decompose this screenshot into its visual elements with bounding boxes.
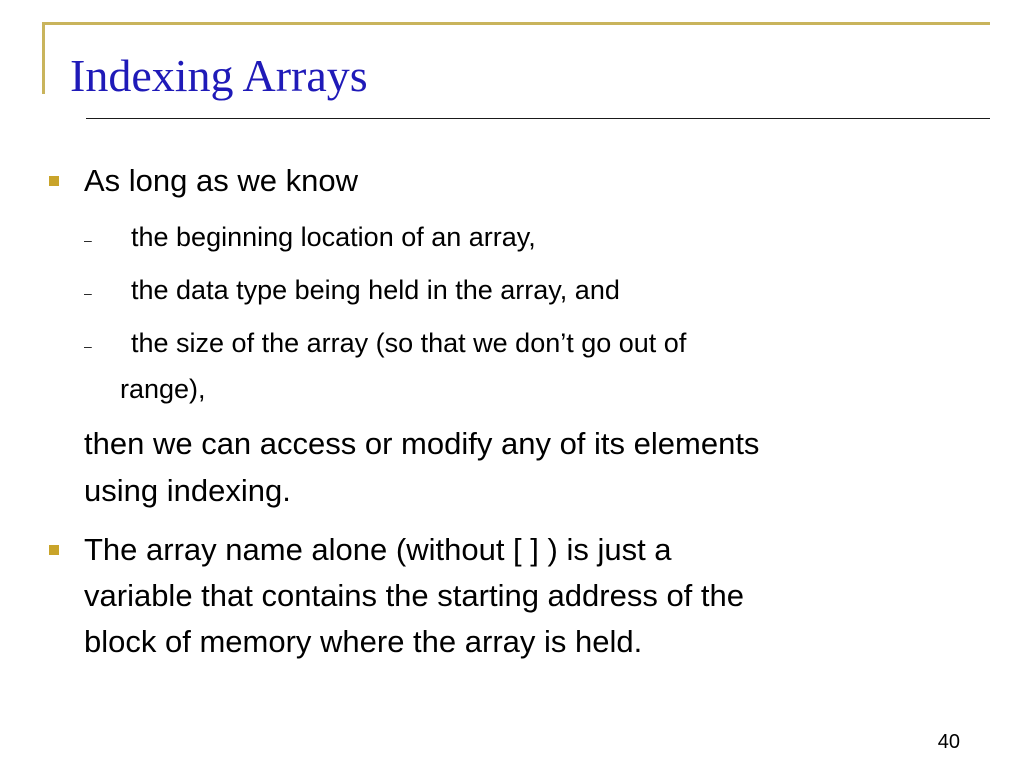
slide-title: Indexing Arrays — [70, 50, 368, 101]
bullet-square-icon — [49, 545, 59, 555]
sub-item-3-continued: range), — [120, 374, 206, 404]
bullet-2-line-2: variable that contains the starting address of the — [84, 578, 745, 613]
page-number: 40 — [937, 731, 960, 753]
bullet-2-line-3: block of memory where the array is held. — [84, 624, 643, 659]
bullet-square-icon — [49, 176, 59, 186]
bullet-2-line-1: The array name alone (without [ ] ) is just a — [84, 532, 672, 567]
sub-item-2: the data type being held in the array, and — [131, 275, 620, 305]
continuation-line-2: using indexing. — [84, 473, 291, 508]
sub-item-3: the size of the array (so that we don’t go out of — [131, 328, 687, 358]
sub-bullet-dash-icon: – — [84, 338, 92, 354]
continuation-line-1: then we can access or modify any of its elements — [84, 426, 760, 461]
bullet-1-text: As long as we know — [84, 163, 358, 198]
sub-item-1: the beginning location of an array, — [131, 222, 536, 252]
sub-bullet-dash-icon: – — [84, 285, 92, 301]
sub-bullet-dash-icon: – — [84, 232, 92, 248]
